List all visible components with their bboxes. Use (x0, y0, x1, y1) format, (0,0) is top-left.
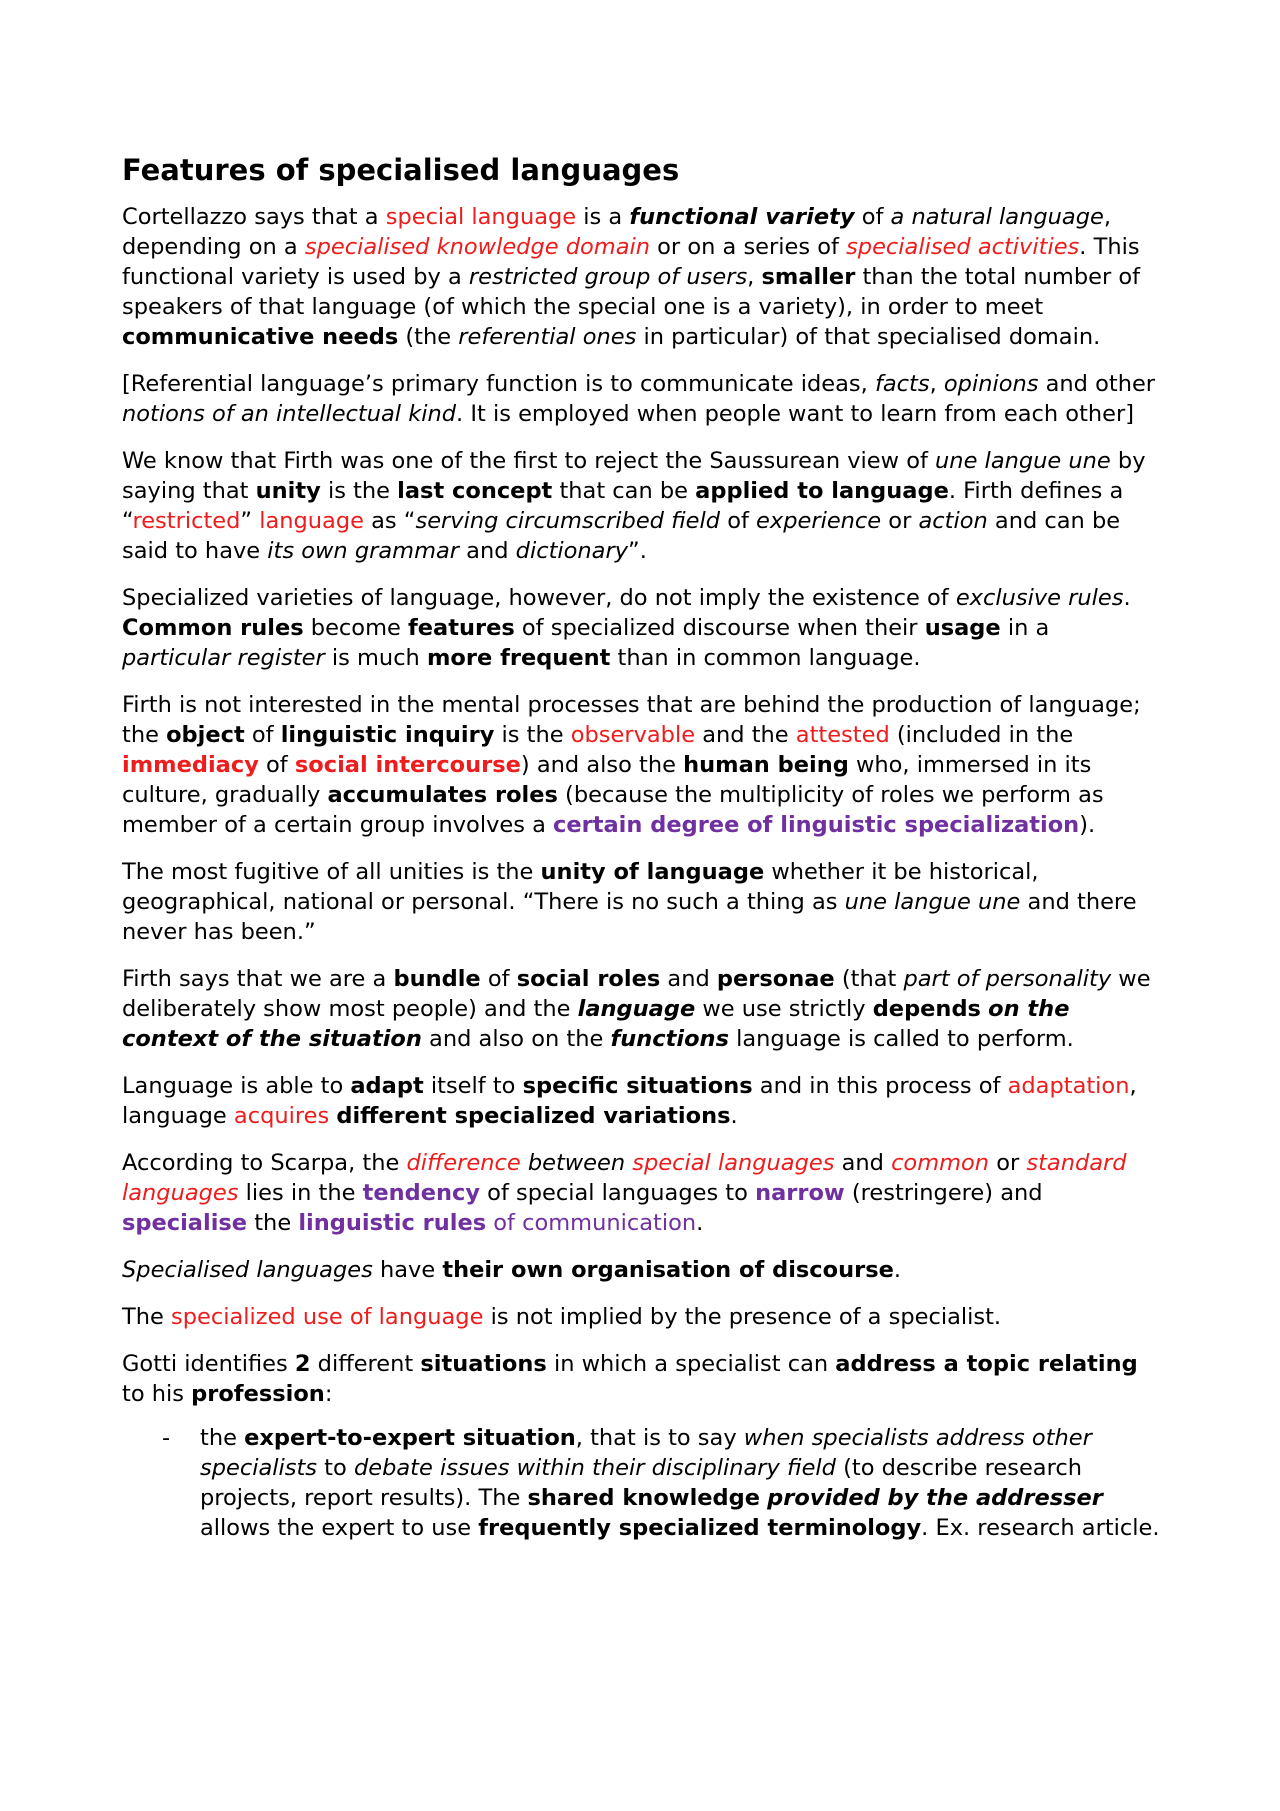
paragraph-firth-restricted: We know that Firth was one of the first to reject the Saussurean view of une langue une by saying that unity is the last concept that can be applied to language. Firth defines a “restricted” language as “serving circumscribed field of experience or action and can be said to have its own grammar and dictionary”. (122, 448, 1146, 564)
paragraph-firth-inquiry: Firth is not interested in the mental processes that are behind the production of language; the object of linguistic inquiry is the observable and the attested (included in the immediacy of social intercourse) and also the human being who, immersed in its culture, gradually accumulates roles (because the multiplicity of roles we perform as member of a certain group involves a certain degree of linguistic specialization). (122, 692, 1141, 838)
situations-list (122, 1423, 1160, 1543)
paragraph-unity-of-language: The most fugitive of all unities is the unity of language whether it be historical, geographical, national or personal. “There is no such a thing as une langue une and there never has been.” (122, 859, 1137, 945)
dash-bullet: - (162, 1425, 171, 1451)
paragraph-adaptation: Language is able to adapt itself to specific situations and in this process of adaptation, language acquires different specialized variations. (122, 1073, 1137, 1129)
paragraph-gotti: Gotti identifies 2 different situations in which a specialist can address a topic relating to his profession: (122, 1351, 1138, 1407)
list-item-expert-to-expert: - the expert-to-expert situation, that is to say when specialists address other specialists to debate issues within their disciplinary field (to describe research projects, report results). The shared knowledge provided by the addresser allows the expert to use frequently specialized terminology. Ex. research article. (162, 1425, 1160, 1541)
paragraph-specialized-varieties: Specialized varieties of language, however, do not imply the existence of exclusive rules. Common rules become features of specialized discourse when their usage in a particular register is much more frequent than in common language. (122, 585, 1131, 671)
paragraph-referential: [Referential language’s primary function is to communicate ideas, facts, opinions and other notions of an intellectual kind. It is employed when people want to learn from each other] (122, 371, 1156, 427)
paragraph-specialized-use: The specialized use of language is not implied by the presence of a specialist. (122, 1304, 1002, 1330)
paragraph-organisation: Specialised languages have their own organisation of discourse. (122, 1257, 902, 1283)
paragraph-social-roles: Firth says that we are a bundle of social roles and personae (that part of personality we deliberately show most people) and the language we use strictly depends on the context of the situation and also on the functions language is called to perform. (122, 966, 1151, 1052)
paragraph-cortellazzo: Cortellazzo says that a special language is a functional variety of a natural language, depending on a specialised knowledge domain or on a series of specialised activities. This functional variety is used by a restricted group of users, smaller than the total number of speakers of that language (of which the special one is a variety), in order to meet communicative needs (the referential ones in particular) of that specialised domain. (122, 204, 1141, 350)
page-title: Features of specialised languages (122, 153, 680, 187)
paragraph-scarpa: According to Scarpa, the difference between special languages and common or standard languages lies in the tendency of special languages to narrow (restringere) and specialise the linguistic rules of communication. (122, 1150, 1127, 1236)
